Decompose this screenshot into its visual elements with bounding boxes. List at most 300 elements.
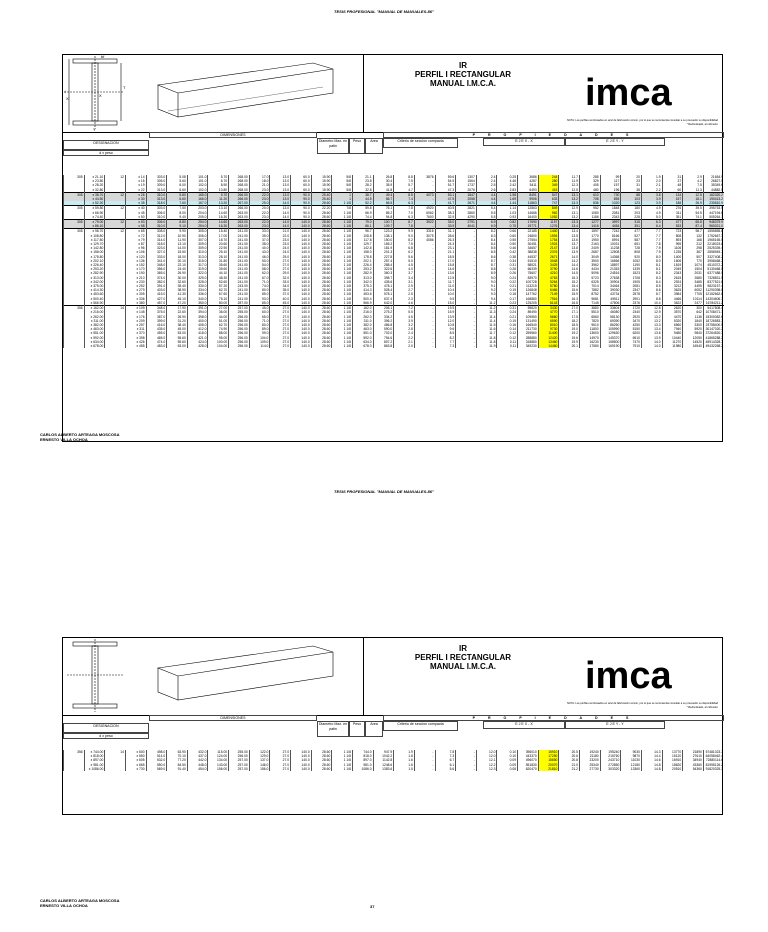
table-cell: 12.5 <box>683 192 704 197</box>
table-cell: 7.8 <box>435 750 456 754</box>
note-blue-2: NOTA: Los perfiles sombreados en azul de fabricación común, por lo que se recomienda consultar a su proveedor su disponibilidad <box>566 702 718 705</box>
table-cell: 12180 <box>621 763 642 767</box>
table-cell: 17250 <box>538 754 559 758</box>
table-cell: 226.4 <box>352 263 373 267</box>
table-cell: 94.8 <box>373 215 394 220</box>
table-cell: 318.0 <box>146 201 167 206</box>
table-cell: 8.7 <box>394 220 415 225</box>
table-cell: 23.0 <box>249 188 270 193</box>
table-cell: 129.7 <box>352 242 373 246</box>
table-cell: 18726583.3 <box>703 319 724 323</box>
table-cell: 255.00 <box>229 750 250 754</box>
table-cell: 303320 <box>600 767 621 771</box>
table-cell: 12.9 <box>641 310 662 314</box>
table-cell: 10440 <box>662 336 683 340</box>
table-cell: 28.60 <box>311 246 332 250</box>
table-cell: 190413.2 <box>703 197 724 201</box>
table-cell: 28.60 <box>311 267 332 271</box>
table-cell: - <box>414 259 435 263</box>
table-cell: 1 1/8 <box>332 271 353 275</box>
table-cell: 140.0 <box>291 763 312 767</box>
table-cell: 4287 <box>518 179 539 183</box>
table-cell: 23.0 <box>249 224 270 229</box>
table-cell: 8.4 <box>641 280 662 284</box>
table-cell: 2858949.7 <box>703 250 724 254</box>
hdr-peso: Peso <box>349 138 365 154</box>
table-cell: 43734 <box>600 292 621 296</box>
table-cell: - <box>456 763 477 767</box>
table-cell: 52.2 <box>352 201 373 206</box>
table-cell: 412.0 <box>187 327 208 331</box>
table-cell: 1186 <box>580 215 601 220</box>
table-cell: 60.0 <box>291 179 312 183</box>
table-cell: 8.3 <box>641 276 662 280</box>
table-cell: x 14 <box>125 175 146 179</box>
table-cell: 48.30 <box>208 276 229 280</box>
table-cell: 256.00 <box>229 340 250 344</box>
table-cell: 150.0 <box>373 238 394 242</box>
table-cell: x 59.80 <box>84 206 105 211</box>
table-cell: 28.60 <box>311 259 332 263</box>
table-cell: 1.69 <box>497 197 518 201</box>
table-cell: 1 1/8 <box>332 323 353 327</box>
table-cell: 303.0 <box>146 206 167 211</box>
table-cell: 893 <box>662 238 683 242</box>
table-cell: x 40 <box>125 206 146 211</box>
table-cell: 0.17 <box>497 297 518 301</box>
table-cell: 1042.2 <box>373 754 394 758</box>
table-cell: 93.0 <box>249 297 270 301</box>
table-cell: 86260 <box>600 323 621 327</box>
table-cell: 7.3 <box>435 754 456 758</box>
table-cell: x 26 <box>125 192 146 197</box>
table-cell: - <box>456 238 477 242</box>
table-cell: 8010 <box>538 323 559 327</box>
table-cell: 241.00 <box>229 234 250 238</box>
table-cell: 28.60 <box>311 767 332 771</box>
table-cell: 808 <box>621 250 642 254</box>
table-cell: 3300 <box>683 323 704 327</box>
table-cell: 5130468.5 <box>703 267 724 271</box>
table-cell: 349 <box>538 183 559 187</box>
table-cell: 91.40 <box>167 767 188 771</box>
table-cell: 0.42 <box>497 250 518 254</box>
table-cell: 6062 <box>414 211 435 215</box>
table-cell: 11290398.6 <box>703 288 724 292</box>
table-cell: 395753.9 <box>703 206 724 211</box>
table-cell: 1 1/8 <box>332 229 353 234</box>
table-cell: 18.5 <box>435 255 456 259</box>
table-cell: 15.90 <box>311 175 332 179</box>
table-cell: 455.0 <box>146 331 167 335</box>
table-cell: 578.1 <box>373 292 394 296</box>
table-cell: 28.60 <box>311 327 332 331</box>
table-cell: 2081 <box>600 211 621 215</box>
table-cell: x 455 <box>125 344 146 348</box>
table-cell: 3.7 <box>394 271 415 275</box>
table-cell: 89490 <box>518 310 539 314</box>
table-cell: 14.60 <box>208 211 229 215</box>
table-cell: 26.8 <box>373 175 394 179</box>
table-cell: 550.0 <box>146 763 167 767</box>
table-cell: 38838 <box>518 250 539 254</box>
author-2b: ERNESTO VILLA OCHOA <box>40 903 88 908</box>
table-cell: x 375.00 <box>84 284 105 288</box>
table-cell: 7.7 <box>641 238 662 242</box>
table-cell: 454.0 <box>187 767 208 771</box>
table-cell: 35349.6 <box>703 183 724 187</box>
table-cell: 8.2 <box>476 229 497 234</box>
table-cell: - <box>456 767 477 771</box>
table-cell: 3049 <box>580 255 601 259</box>
table-cell: 14.3 <box>641 750 662 754</box>
table-cell: 37264520.3 <box>703 331 724 335</box>
table-cell: 0.18 <box>497 292 518 296</box>
table-cell: x 162.00 <box>84 306 105 311</box>
table-cell: 157 <box>662 197 683 201</box>
table-cell: 483.0 <box>146 344 167 348</box>
table-cell: 28.60 <box>311 215 332 220</box>
table-cell: 241.00 <box>229 259 250 263</box>
table-cell: 12 <box>105 220 126 225</box>
table-cell: 39.5 <box>683 206 704 211</box>
table-cell: 2049 <box>662 267 683 271</box>
table-cell: 47.5 <box>435 197 456 201</box>
table-cell: - <box>456 271 477 275</box>
table-cell: 45.00 <box>167 327 188 331</box>
table-cell: 169190 <box>600 344 621 348</box>
table-cell: 16.8 <box>559 301 580 306</box>
table-cell: 2.42 <box>497 183 518 187</box>
table-cell: 569.0 <box>146 767 167 771</box>
table-cell: 4.2 <box>683 179 704 183</box>
table-cell: 1564 <box>456 179 477 183</box>
table-cell: 1 1/8 <box>332 259 353 263</box>
table-cell: 396010 <box>518 750 539 754</box>
table-cell: 12.2 <box>476 763 497 767</box>
table-cell: - <box>414 276 435 280</box>
table-cell: 49432268.2 <box>703 344 724 348</box>
table-cell: 168 <box>683 238 704 242</box>
table-cell: 140.0 <box>291 224 312 229</box>
table-cell: 11980 <box>662 344 683 348</box>
table-cell: 702.0 <box>373 331 394 335</box>
table-cell: 4041 <box>456 224 477 229</box>
table-cell: 13.1 <box>559 192 580 197</box>
table-cell: 8.00 <box>167 211 188 215</box>
table-cell: x 730 <box>125 767 146 771</box>
table-cell: 1 1/8 <box>332 319 353 323</box>
table-cell: 1.9 <box>394 750 415 754</box>
table-cell: 3876 <box>414 175 435 179</box>
table-cell: 551.0 <box>352 331 373 335</box>
table-cell: 256.00 <box>229 336 250 340</box>
table-cell: 7882 <box>580 288 601 292</box>
table-cell: x 551.00 <box>84 331 105 335</box>
table-cell: 398.7 <box>373 276 394 280</box>
table-cell: 2076 <box>456 188 477 193</box>
table-cell: 72880114.6 <box>703 758 724 762</box>
table-cell: 325.0 <box>187 276 208 280</box>
table-cell: 140.0 <box>291 340 312 344</box>
table-cell: 305 <box>64 206 85 211</box>
table-cell: 126848 <box>518 288 539 292</box>
table-cell: 14.0 <box>641 340 662 344</box>
table-cell: 99 <box>600 175 621 179</box>
table-cell: 9.4 <box>476 297 497 301</box>
table-cell: 8752 <box>580 292 601 296</box>
table-cell: 20.6 <box>559 754 580 758</box>
table-cell: 566.9 <box>352 301 373 306</box>
table-cell: 5.60 <box>167 179 188 183</box>
table-cell: 21.2 <box>559 767 580 771</box>
table-cell: 24.3 <box>435 242 456 246</box>
table-cell: 29.0 <box>270 271 291 275</box>
table-cell: 140.0 <box>291 246 312 250</box>
table-cell: 18620 <box>662 763 683 767</box>
table-cell: x 53 <box>125 220 146 225</box>
table-cell: 23.8 <box>352 179 373 183</box>
table-cell: - <box>456 319 477 323</box>
table-cell: 162.0 <box>352 306 373 311</box>
table-cell: - <box>414 336 435 340</box>
table-cell: 17580 <box>580 344 601 348</box>
table-cell: x 380 <box>125 301 146 306</box>
table-cell: 124.00 <box>208 754 229 758</box>
table-cell: 952 <box>580 206 601 211</box>
table-cell: - <box>456 754 477 758</box>
table-cell: 6.9 <box>476 224 497 229</box>
table-cell: 89.0 <box>249 327 270 331</box>
table-cell: 2343 <box>662 271 683 275</box>
table-cell: 8.4 <box>476 238 497 242</box>
table-cell: 288880 <box>518 336 539 340</box>
table-cell: 27.0 <box>270 323 291 327</box>
table-cell: 14520 <box>683 340 704 344</box>
table-cell: 7145 <box>580 301 601 306</box>
table-cell: 11.6 <box>476 327 497 331</box>
table-cell: 167.0 <box>187 201 208 206</box>
table-cell: 13.9 <box>435 315 456 319</box>
table-cell: x 66.90 <box>84 211 105 215</box>
table-cell: 1.8 <box>394 754 415 758</box>
table-cell: 947.9 <box>373 750 394 754</box>
table-cell: 1.6 <box>394 758 415 762</box>
table-cell: 168880 <box>518 297 539 301</box>
table-cell: 5/8 <box>332 179 353 183</box>
table-cell: x 665 <box>125 763 146 767</box>
table-cell: 312.0 <box>146 234 167 238</box>
table-cell: 140.0 <box>291 280 312 284</box>
table-cell: 2.4 <box>476 179 497 183</box>
sheet-top <box>63 55 722 133</box>
table-cell: 351 <box>662 215 683 220</box>
table-cell: 203 <box>621 211 642 215</box>
table-cell: 432.0 <box>187 750 208 754</box>
table-cell: 28.60 <box>311 292 332 296</box>
table-cell: 4454 <box>600 224 621 229</box>
table-cell: 1020 <box>600 201 621 206</box>
table-cell: 140.0 <box>291 292 312 296</box>
table-cell: 23.0 <box>249 197 270 201</box>
table-cell: 1 1/8 <box>332 288 353 292</box>
table-cell: 28.60 <box>311 340 332 344</box>
table-cell: 13.4 <box>559 224 580 229</box>
table-cell: 27554 <box>518 238 539 242</box>
table-cell: 7149 <box>538 292 559 296</box>
table-cell: 723 <box>662 229 683 234</box>
table-cell: 6.9 <box>476 220 497 225</box>
table-cell: 1 1/8 <box>332 224 353 229</box>
table-cell: - <box>414 754 435 758</box>
table-cell: 10708471.1 <box>703 310 724 314</box>
table-cell: 6.60 <box>167 197 188 201</box>
table-cell: 142.8 <box>352 246 373 250</box>
author-2: ERNESTO VILLA OCHOA <box>40 437 88 442</box>
table-cell: 1 1/8 <box>332 340 353 344</box>
imca-logo <box>583 71 708 111</box>
hdr-peso-2: Peso <box>349 721 365 737</box>
table-cell: 3.9 <box>394 319 415 323</box>
table-cell: 4.5 <box>394 263 415 267</box>
table-cell: 375.3 <box>352 284 373 288</box>
table-cell: 1307 <box>456 175 477 179</box>
table-cell: 313.0 <box>146 197 167 201</box>
table-cell: - <box>414 767 435 771</box>
table-cell: 403.0 <box>146 288 167 292</box>
table-cell: 16566 <box>600 259 621 263</box>
table-cell: 59.8 <box>352 206 373 211</box>
table-cell: 28.60 <box>311 297 332 301</box>
table-cell: 12508 <box>600 250 621 254</box>
table-cell: 3.1 <box>394 280 415 284</box>
table-cell: 14.4 <box>559 263 580 267</box>
table-cell: 66339 <box>518 267 539 271</box>
table-cell: 27.0 <box>270 763 291 767</box>
table-cell: 396.2 <box>373 319 394 323</box>
table-cell: 9840 <box>683 331 704 335</box>
table-cell: 4.0 <box>394 267 415 271</box>
table-cell: 1400 <box>662 255 683 259</box>
table-cell: 14.2 <box>559 259 580 263</box>
table-cell: 7.3 <box>435 344 456 348</box>
table-cell: 28.60 <box>311 336 332 340</box>
table-cell: 134.00 <box>208 758 229 762</box>
table-cell: 20.0 <box>249 206 270 211</box>
table-cell: 4.5 <box>394 315 415 319</box>
table-cell: 313.0 <box>187 255 208 259</box>
table-cell: - <box>414 255 435 259</box>
table-cell: - <box>456 263 477 267</box>
table-cell: 480 <box>580 188 601 193</box>
logo-text: imca <box>585 72 672 111</box>
table-cell: 44.5 <box>352 197 373 201</box>
table-cell: 15.2 <box>559 280 580 284</box>
table-cell: 2.2 <box>394 336 415 340</box>
table-cell: 26.90 <box>167 315 188 319</box>
table-cell: 257.00 <box>229 767 250 771</box>
table-cell: 49511 <box>600 297 621 301</box>
table-cell: 8.7 <box>641 292 662 296</box>
table-cell: 414.3 <box>352 288 373 292</box>
table-cell: 2671 <box>456 201 477 206</box>
table-cell: 52.60 <box>208 280 229 284</box>
table-cell: 1235 <box>662 250 683 254</box>
table-cell: 140.0 <box>291 306 312 311</box>
table-cell: 2.7 <box>394 288 415 292</box>
table-cell: 1383.6 <box>373 767 394 771</box>
table-cell: 336.0 <box>187 292 208 296</box>
table-cell: 21180 <box>580 754 601 758</box>
table-cell: 2.9 <box>683 175 704 179</box>
table-cell: 309.0 <box>187 242 208 246</box>
table-cell: 23200 <box>580 758 601 762</box>
table-cell: 12.5 <box>559 188 580 193</box>
table-cell: 7910 <box>621 344 642 348</box>
table-cell: 1.14 <box>497 206 518 211</box>
table-cell: 6910 <box>621 336 642 340</box>
table-cell: 547 <box>538 192 559 197</box>
table-cell: 16230 <box>580 340 601 344</box>
table-cell: 28.60 <box>311 276 332 280</box>
hdr-eje-y-2: E J E Y - Y <box>565 721 665 729</box>
table-cell: 67.0 <box>249 276 270 280</box>
table-cell: 50.0 <box>249 259 270 263</box>
table-cell: 754.6 <box>373 336 394 340</box>
table-cell: 1924 <box>538 242 559 246</box>
table-cell: 14368 <box>600 255 621 259</box>
table-cell: 80.0 <box>249 288 270 292</box>
table-cell: x 744.00 <box>84 750 105 754</box>
table-cell: 7916 <box>538 297 559 301</box>
table-cell: 311.0 <box>352 319 373 323</box>
table-cell: 2.1 <box>641 183 662 187</box>
table-cell: 230810.9 <box>703 201 724 206</box>
table-cell: 54360 <box>683 767 704 771</box>
table-cell: 13.5 <box>559 234 580 238</box>
table-cell: x 981.00 <box>84 763 105 767</box>
table-cell: 351 <box>621 224 642 229</box>
table-cell: 496070 <box>518 758 539 762</box>
table-cell: 399.0 <box>146 319 167 323</box>
table-cell: 13.7 <box>559 242 580 246</box>
table-cell: 1 1/8 <box>332 276 353 280</box>
table-cell: 122.0 <box>249 750 270 754</box>
table-cell: - <box>414 246 435 250</box>
table-cell: 123 <box>621 201 642 206</box>
table-cell: 266.00 <box>229 197 250 201</box>
table-cell: x 252 <box>125 284 146 288</box>
table-cell: 532.0 <box>146 758 167 762</box>
table-cell: 0.21 <box>497 284 518 288</box>
table-cell: 131490 <box>518 319 539 323</box>
hdr-dimensiones: DIMENSIONES <box>149 132 317 138</box>
table-cell: 205.0 <box>187 215 208 220</box>
table-cell: 13.2 <box>559 197 580 201</box>
table-cell: 166.0 <box>187 197 208 201</box>
table-cell: x 282.90 <box>84 271 105 275</box>
table-row <box>64 344 725 348</box>
table-cell: - <box>414 340 435 344</box>
table-cell: 8991 <box>600 238 621 242</box>
table-cell: 31.20 <box>167 319 188 323</box>
table-cell: x 52.20 <box>84 201 105 206</box>
table-cell: 406.0 <box>187 323 208 327</box>
table-cell: - <box>414 179 435 183</box>
table-cell: 57.20 <box>208 284 229 288</box>
table-cell: 1 1/8 <box>332 767 353 771</box>
table-cell: 241.00 <box>229 246 250 250</box>
